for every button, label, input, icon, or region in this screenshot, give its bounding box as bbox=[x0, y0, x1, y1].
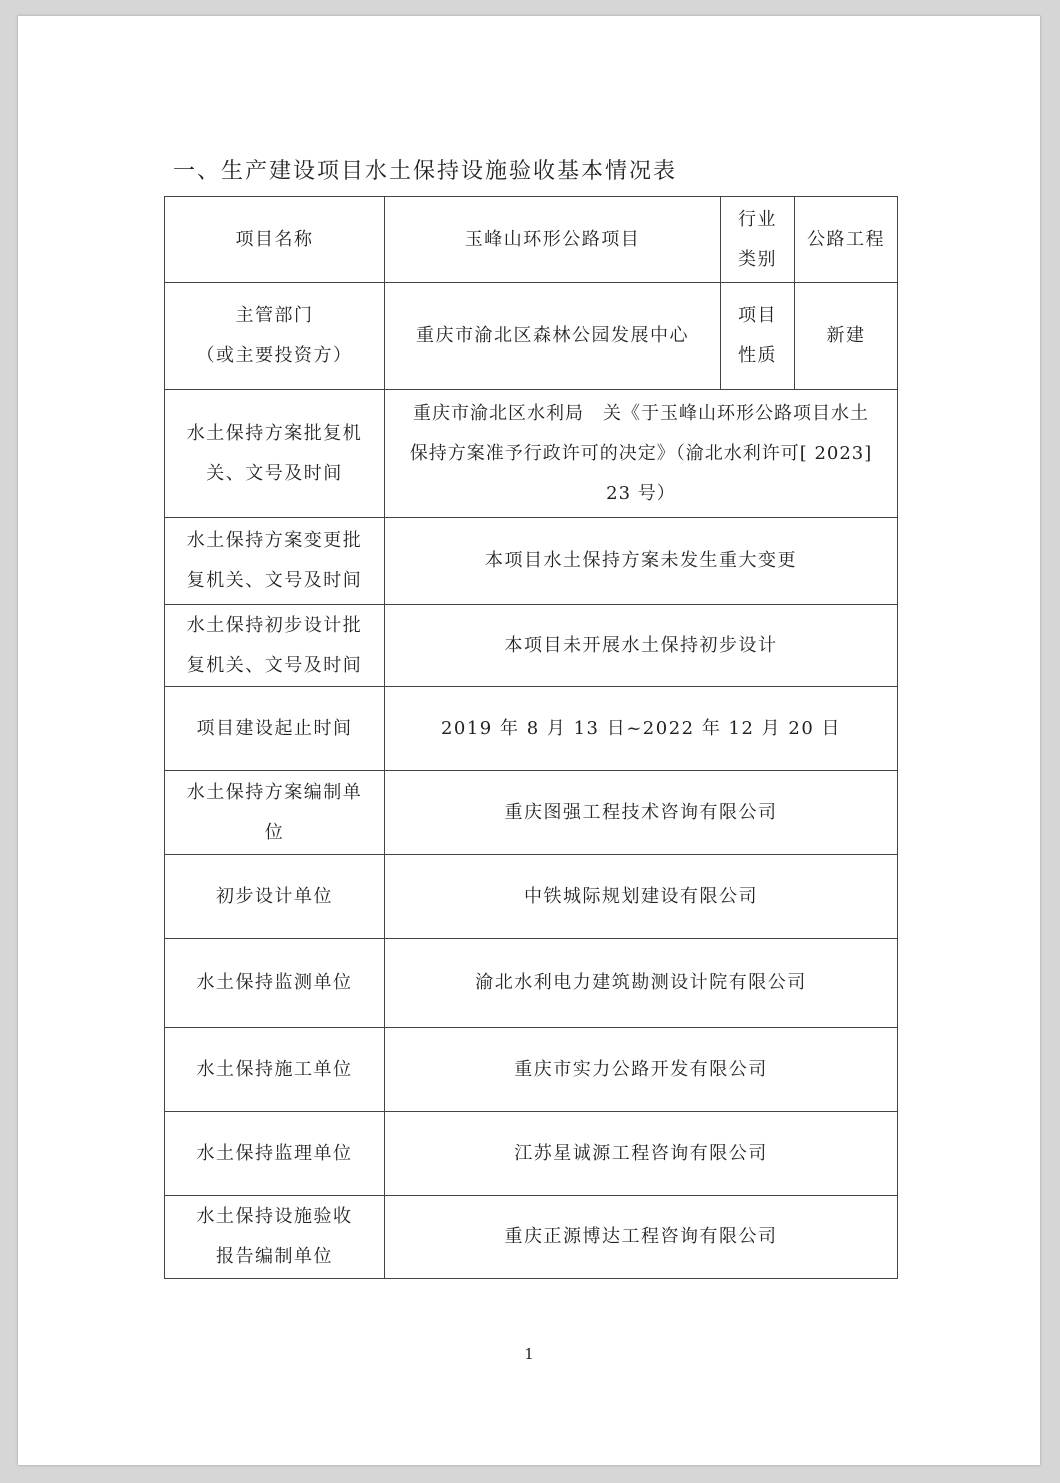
table-row bbox=[165, 283, 898, 390]
table-row bbox=[165, 855, 898, 939]
construction-period-value: 2019 年 8 月 13 日~2022 年 12 月 20 日 bbox=[385, 687, 898, 771]
plan-change-label: 水土保持方案变更批 复机关、文号及时间 bbox=[165, 518, 385, 605]
construction-period-label: 项目建设起止时间 bbox=[165, 687, 385, 771]
project-nature-value: 新建 bbox=[795, 283, 898, 390]
table-row bbox=[165, 605, 898, 687]
acceptance-info-table bbox=[164, 196, 898, 1279]
construct-unit-value: 重庆市实力公路开发有限公司 bbox=[385, 1028, 898, 1112]
table-row bbox=[165, 687, 898, 771]
project-name-label: 项目名称 bbox=[165, 197, 385, 283]
industry-label: 行业 类别 bbox=[721, 197, 795, 283]
supervise-unit-value: 江苏星诚源工程咨询有限公司 bbox=[385, 1112, 898, 1196]
table-row bbox=[165, 518, 898, 605]
construct-unit-label: 水土保持施工单位 bbox=[165, 1028, 385, 1112]
monitor-unit-value: 渝北水利电力建筑勘测设计院有限公司 bbox=[385, 939, 898, 1028]
table-row bbox=[165, 771, 898, 855]
table-row bbox=[165, 197, 898, 283]
approval-label: 水土保持方案批复机 关、文号及时间 bbox=[165, 390, 385, 518]
project-nature-label: 项目 性质 bbox=[721, 283, 795, 390]
table-row bbox=[165, 390, 898, 518]
design-unit-value: 中铁城际规划建设有限公司 bbox=[385, 855, 898, 939]
design-unit-label: 初步设计单位 bbox=[165, 855, 385, 939]
project-name-value: 玉峰山环形公路项目 bbox=[385, 197, 721, 283]
prelim-design-approval-label: 水土保持初步设计批 复机关、文号及时间 bbox=[165, 605, 385, 687]
plan-change-value: 本项目水土保持方案未发生重大变更 bbox=[385, 518, 898, 605]
report-unit-value: 重庆正源博达工程咨询有限公司 bbox=[385, 1196, 898, 1279]
approval-value: 重庆市渝北区水利局 关《于玉峰山环形公路项目水土 保持方案准予行政许可的决定》（渝北水利许可[ 2023] 23 号） bbox=[385, 390, 898, 518]
plan-unit-value: 重庆图强工程技术咨询有限公司 bbox=[385, 771, 898, 855]
table-row bbox=[165, 1196, 898, 1279]
department-value: 重庆市渝北区森林公园发展中心 bbox=[385, 283, 721, 390]
page-number: 1 bbox=[524, 1345, 534, 1363]
supervise-unit-label: 水土保持监理单位 bbox=[165, 1112, 385, 1196]
monitor-unit-label: 水土保持监测单位 bbox=[165, 939, 385, 1028]
prelim-design-approval-value: 本项目未开展水土保持初步设计 bbox=[385, 605, 898, 687]
section-title: 一、生产建设项目水土保持设施验收基本情况表 bbox=[173, 159, 678, 184]
report-unit-label: 水土保持设施验收 报告编制单位 bbox=[165, 1196, 385, 1279]
department-label: 主管部门 （或主要投资方） bbox=[165, 283, 385, 390]
document-page bbox=[18, 16, 1040, 1465]
plan-unit-label: 水土保持方案编制单 位 bbox=[165, 771, 385, 855]
table-row bbox=[165, 1028, 898, 1112]
table-row bbox=[165, 1112, 898, 1196]
table-row bbox=[165, 939, 898, 1028]
industry-value: 公路工程 bbox=[795, 197, 898, 283]
